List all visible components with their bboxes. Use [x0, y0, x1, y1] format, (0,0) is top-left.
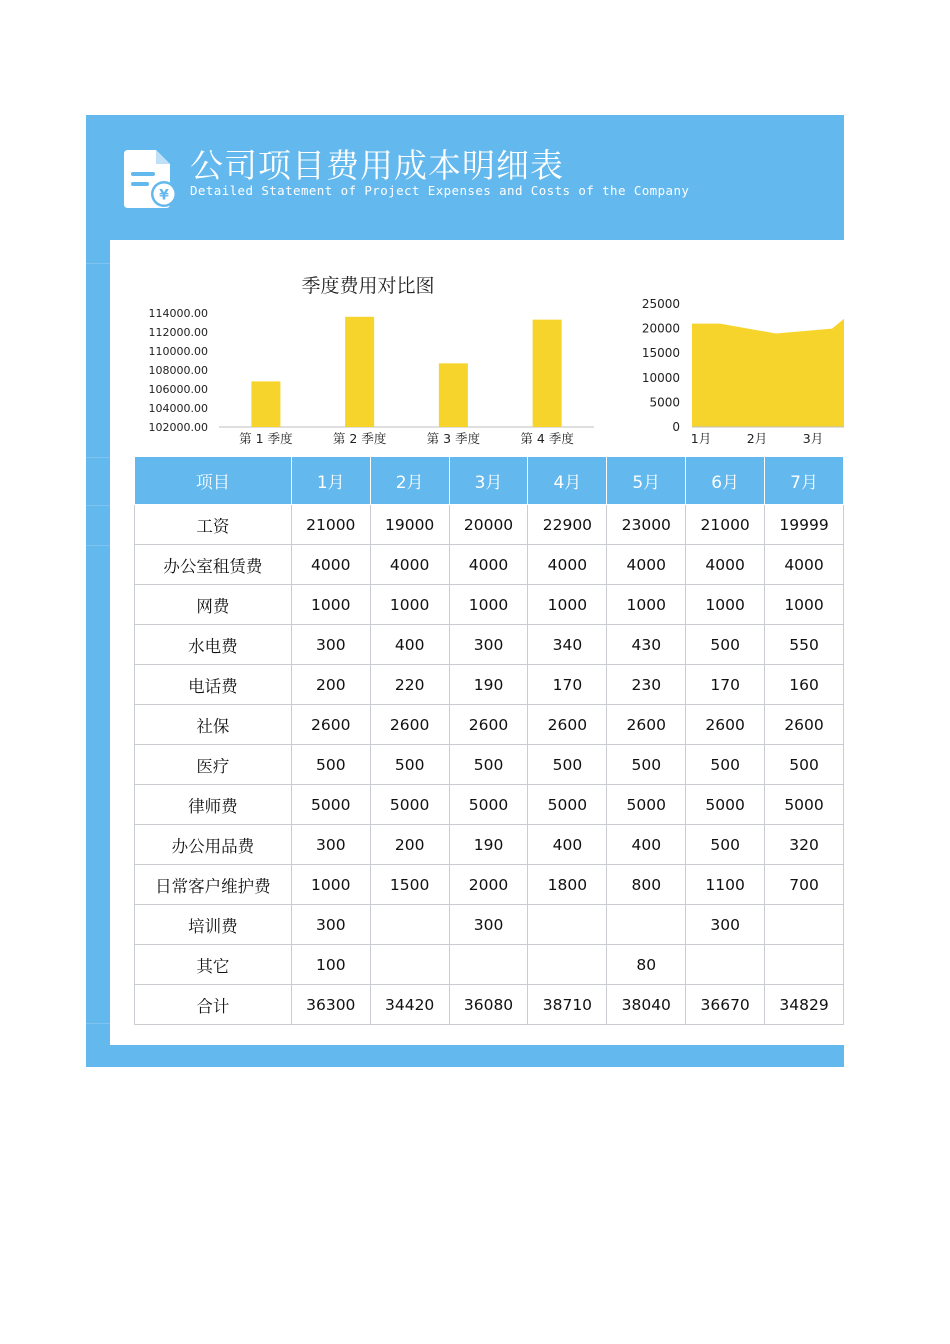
y-tick-label: 20000 — [641, 321, 680, 336]
x-tick-label: 第 1 季度 — [239, 431, 293, 446]
value-cell: 36670 — [686, 985, 765, 1025]
value-cell — [765, 905, 844, 945]
bar — [533, 320, 562, 427]
value-cell: 1000 — [765, 585, 844, 625]
table-row — [135, 625, 844, 665]
value-cell: 1000 — [370, 585, 449, 625]
value-cell: 5000 — [607, 785, 686, 825]
value-cell: 36080 — [449, 985, 528, 1025]
chart-title: 季度费用对比图 — [301, 275, 435, 297]
table-row — [135, 945, 844, 985]
value-cell: 2600 — [291, 705, 370, 745]
value-cell: 500 — [370, 745, 449, 785]
value-cell — [686, 945, 765, 985]
value-cell: 23000 — [607, 505, 686, 545]
divider — [86, 457, 110, 458]
column-header-month: 3月 — [449, 457, 528, 505]
y-tick-label: 112000.00 — [148, 326, 208, 339]
column-header-month: 7月 — [765, 457, 844, 505]
value-cell: 500 — [291, 745, 370, 785]
value-cell: 170 — [528, 665, 607, 705]
x-tick-label: 第 3 季度 — [426, 431, 481, 446]
value-cell: 21000 — [686, 505, 765, 545]
table-row — [135, 665, 844, 705]
column-header-month: 1月 — [291, 457, 370, 505]
column-header-month: 6月 — [686, 457, 765, 505]
value-cell: 300 — [291, 905, 370, 945]
report-frame — [86, 115, 844, 1067]
value-cell: 400 — [607, 825, 686, 865]
expense-table — [134, 457, 844, 1025]
value-cell: 170 — [686, 665, 765, 705]
bar — [251, 381, 280, 427]
value-cell: 1000 — [449, 585, 528, 625]
value-cell: 1000 — [686, 585, 765, 625]
value-cell — [528, 905, 607, 945]
value-cell: 1500 — [370, 865, 449, 905]
value-cell: 2600 — [370, 705, 449, 745]
y-tick-label: 106000.00 — [148, 383, 208, 396]
value-cell: 190 — [449, 825, 528, 865]
value-cell: 34829 — [765, 985, 844, 1025]
value-cell: 4000 — [528, 545, 607, 585]
table-row — [135, 505, 844, 545]
value-cell — [370, 945, 449, 985]
bar — [345, 317, 374, 427]
x-tick-label: 3月 — [802, 431, 824, 446]
table-row — [135, 785, 844, 825]
y-tick-label: 25000 — [641, 297, 680, 311]
divider — [86, 505, 110, 506]
row-label-cell: 办公用品费 — [135, 825, 292, 865]
value-cell: 21000 — [291, 505, 370, 545]
value-cell: 2000 — [449, 865, 528, 905]
divider — [86, 545, 110, 546]
value-cell: 4000 — [607, 545, 686, 585]
value-cell: 4000 — [291, 545, 370, 585]
table-row — [135, 585, 844, 625]
value-cell: 230 — [607, 665, 686, 705]
value-cell: 2600 — [528, 705, 607, 745]
value-cell — [607, 905, 686, 945]
value-cell: 5000 — [449, 785, 528, 825]
value-cell: 400 — [528, 825, 607, 865]
svg-text:¥: ¥ — [159, 187, 169, 204]
value-cell: 36300 — [291, 985, 370, 1025]
row-label-cell: 合计 — [135, 985, 292, 1025]
value-cell: 4000 — [449, 545, 528, 585]
table-row — [135, 545, 844, 585]
value-cell: 300 — [291, 825, 370, 865]
value-cell: 1000 — [291, 865, 370, 905]
monthly-area-chart — [610, 240, 844, 455]
x-tick-label: 1月 — [690, 431, 712, 446]
row-label-cell: 日常客户维护费 — [135, 865, 292, 905]
row-label-cell: 办公室租赁费 — [135, 545, 292, 585]
y-tick-label: 15000 — [641, 346, 680, 361]
table-row — [135, 745, 844, 785]
value-cell: 200 — [291, 665, 370, 705]
content-panel — [110, 240, 844, 1045]
value-cell — [765, 945, 844, 985]
page-subtitle: Detailed Statement of Project Expenses and Costs of the Company — [190, 183, 690, 198]
quarterly-bar-chart — [110, 240, 610, 455]
y-tick-label: 108000.00 — [148, 364, 208, 377]
row-label-cell: 律师费 — [135, 785, 292, 825]
value-cell: 300 — [449, 905, 528, 945]
value-cell: 700 — [765, 865, 844, 905]
value-cell: 19000 — [370, 505, 449, 545]
value-cell: 1000 — [528, 585, 607, 625]
value-cell: 500 — [686, 625, 765, 665]
row-label-cell: 培训费 — [135, 905, 292, 945]
value-cell: 2600 — [686, 705, 765, 745]
row-label-cell: 电话费 — [135, 665, 292, 705]
value-cell: 38710 — [528, 985, 607, 1025]
value-cell: 2600 — [765, 705, 844, 745]
y-tick-label: 102000.00 — [148, 421, 208, 434]
bar — [439, 363, 468, 427]
report-header — [86, 115, 844, 240]
value-cell: 1800 — [528, 865, 607, 905]
value-cell — [370, 905, 449, 945]
table-row — [135, 985, 844, 1025]
value-cell — [449, 945, 528, 985]
value-cell — [528, 945, 607, 985]
value-cell: 340 — [528, 625, 607, 665]
divider — [86, 263, 110, 264]
value-cell: 5000 — [291, 785, 370, 825]
y-tick-label: 110000.00 — [148, 345, 208, 358]
table-row — [135, 865, 844, 905]
y-tick-label: 114000.00 — [148, 307, 208, 320]
document-yuan-icon — [120, 150, 182, 212]
row-label-cell: 工资 — [135, 505, 292, 545]
row-label-cell: 网费 — [135, 585, 292, 625]
value-cell: 160 — [765, 665, 844, 705]
y-tick-label: 104000.00 — [148, 402, 208, 415]
value-cell: 100 — [291, 945, 370, 985]
value-cell: 38040 — [607, 985, 686, 1025]
value-cell: 500 — [686, 745, 765, 785]
value-cell: 2600 — [607, 705, 686, 745]
value-cell: 1100 — [686, 865, 765, 905]
page-title: 公司项目费用成本明细表 — [190, 146, 564, 185]
value-cell: 5000 — [370, 785, 449, 825]
x-tick-label: 第 2 季度 — [332, 431, 387, 446]
value-cell: 500 — [607, 745, 686, 785]
value-cell: 2600 — [449, 705, 528, 745]
value-cell: 1000 — [291, 585, 370, 625]
value-cell: 4000 — [370, 545, 449, 585]
column-header-item: 项目 — [135, 457, 292, 505]
x-tick-label: 2月 — [746, 431, 768, 446]
value-cell: 34420 — [370, 985, 449, 1025]
divider — [86, 1023, 110, 1024]
value-cell: 1000 — [607, 585, 686, 625]
y-tick-label: 10000 — [641, 370, 680, 385]
area-series — [692, 319, 844, 427]
column-header-month: 2月 — [370, 457, 449, 505]
value-cell: 4000 — [765, 545, 844, 585]
row-label-cell: 社保 — [135, 705, 292, 745]
row-label-cell: 水电费 — [135, 625, 292, 665]
value-cell: 500 — [686, 825, 765, 865]
value-cell: 220 — [370, 665, 449, 705]
table-row — [135, 905, 844, 945]
value-cell: 300 — [291, 625, 370, 665]
table-row — [135, 825, 844, 865]
value-cell: 80 — [607, 945, 686, 985]
table-row — [135, 705, 844, 745]
value-cell: 300 — [449, 625, 528, 665]
value-cell: 550 — [765, 625, 844, 665]
value-cell: 500 — [765, 745, 844, 785]
value-cell: 22900 — [528, 505, 607, 545]
value-cell: 320 — [765, 825, 844, 865]
y-tick-label: 5000 — [649, 395, 680, 410]
row-label-cell: 医疗 — [135, 745, 292, 785]
value-cell: 4000 — [686, 545, 765, 585]
value-cell: 500 — [449, 745, 528, 785]
column-header-month: 5月 — [607, 457, 686, 505]
value-cell: 5000 — [528, 785, 607, 825]
value-cell: 300 — [686, 905, 765, 945]
value-cell: 400 — [370, 625, 449, 665]
column-header-month: 4月 — [528, 457, 607, 505]
x-tick-label: 第 4 季度 — [520, 431, 574, 446]
value-cell: 800 — [607, 865, 686, 905]
y-tick-label: 0 — [672, 420, 680, 434]
value-cell: 20000 — [449, 505, 528, 545]
table-header-row — [135, 457, 844, 505]
value-cell: 5000 — [765, 785, 844, 825]
row-label-cell: 其它 — [135, 945, 292, 985]
value-cell: 500 — [528, 745, 607, 785]
value-cell: 430 — [607, 625, 686, 665]
value-cell: 190 — [449, 665, 528, 705]
value-cell: 19999 — [765, 505, 844, 545]
value-cell: 200 — [370, 825, 449, 865]
value-cell: 5000 — [686, 785, 765, 825]
